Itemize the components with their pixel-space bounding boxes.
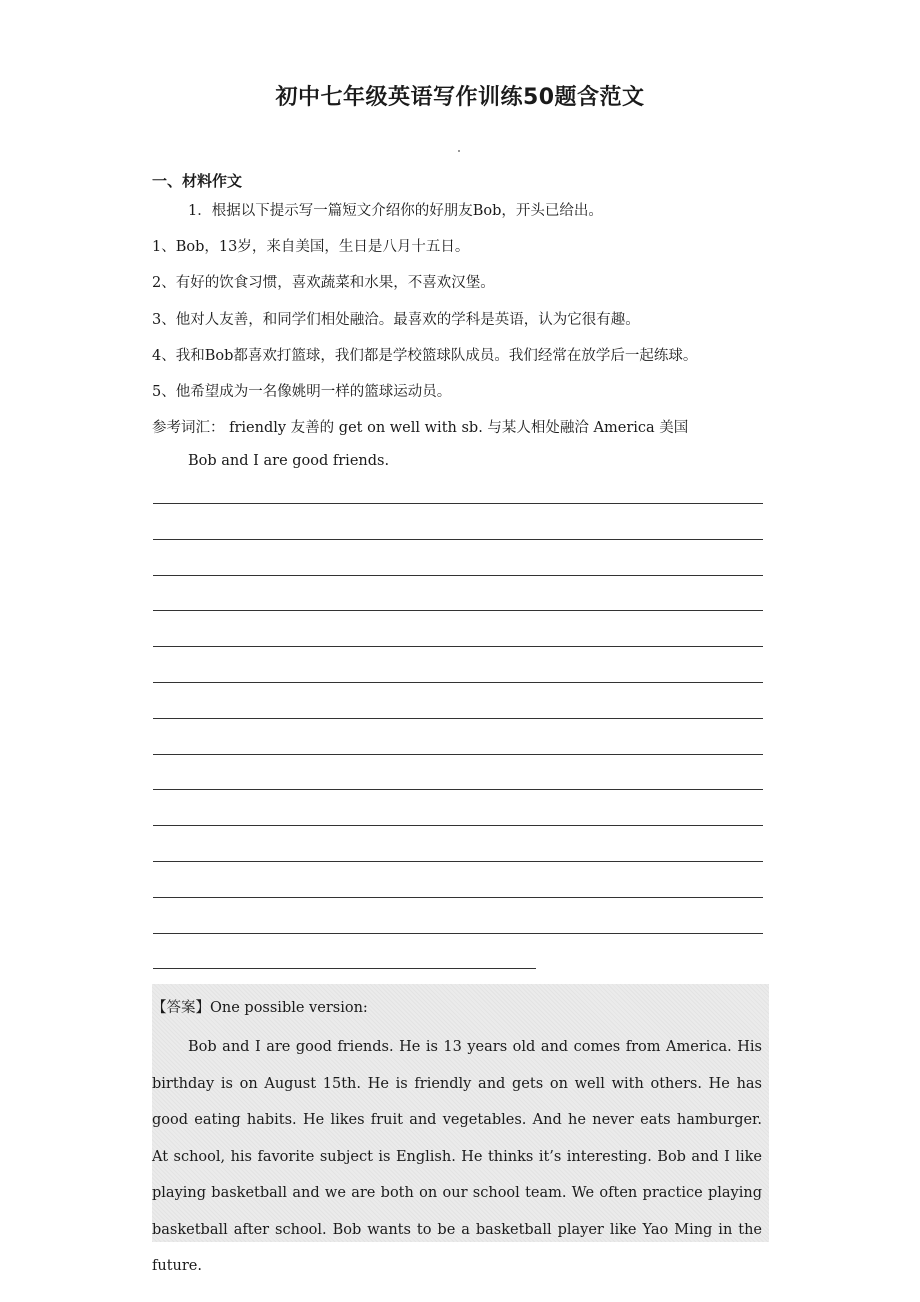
hint-item: 4、我和Bob都喜欢打篮球，我们都是学校篮球队成员。我们经常在放学后一起练球。 — [152, 348, 698, 364]
hint-item: 5、他希望成为一名像姚明一样的篮球运动员。 — [152, 384, 452, 400]
answer-text: Bob and I are good friends. He is 13 years old and comes from America. His birthday is on August 15th. He is friendly and gets on well with others. He has good eating habits. He likes fruit and vegetables. And he never eats hamburger. At school, his favorite subject is English. He thinks it’s interesting. Bob and I like playing basketball and we are both on our school team. We often practice playing basketball after school. Bob wants to be a basketball player like Yao Ming in the future. — [152, 1039, 762, 1274]
question-intro: 1．根据以下提示写一篇短文介绍你的好朋友Bob，开头已给出。 — [188, 203, 603, 219]
hint-item: 1、Bob，13岁，来自美国，生日是八月十五日。 — [152, 239, 470, 255]
document-title: 初中七年级英语写作训练50题含范文 — [275, 85, 645, 110]
writing-line — [153, 755, 763, 791]
answer-box — [152, 984, 769, 1274]
scan-dot — [458, 150, 460, 152]
writing-line — [153, 611, 763, 647]
reference-vocabulary: 参考词汇： friendly 友善的 get on well with sb. 与某人相处融洽 America 美国 — [152, 420, 689, 436]
writing-line — [153, 540, 763, 576]
writing-line — [153, 504, 763, 540]
section-heading: 一、材料作文 — [152, 172, 243, 190]
writing-lines — [153, 503, 763, 969]
answer-label: 【答案】One possible version: — [152, 1000, 368, 1016]
writing-line — [153, 576, 763, 612]
hint-item: 3、他对人友善，和同学们相处融洽。最喜欢的学科是英语，认为它很有趣。 — [152, 312, 640, 328]
writing-line — [153, 862, 763, 898]
writing-line — [153, 826, 763, 862]
hint-item: 2、有好的饮食习惯，喜欢蔬菜和水果，不喜欢汉堡。 — [152, 275, 495, 291]
writing-line — [153, 898, 763, 934]
essay-opening-line: Bob and I are good friends. — [188, 453, 390, 469]
writing-line — [153, 647, 763, 683]
writing-line — [153, 683, 763, 719]
writing-line — [153, 719, 763, 755]
writing-line — [153, 934, 536, 970]
writing-line — [153, 790, 763, 826]
